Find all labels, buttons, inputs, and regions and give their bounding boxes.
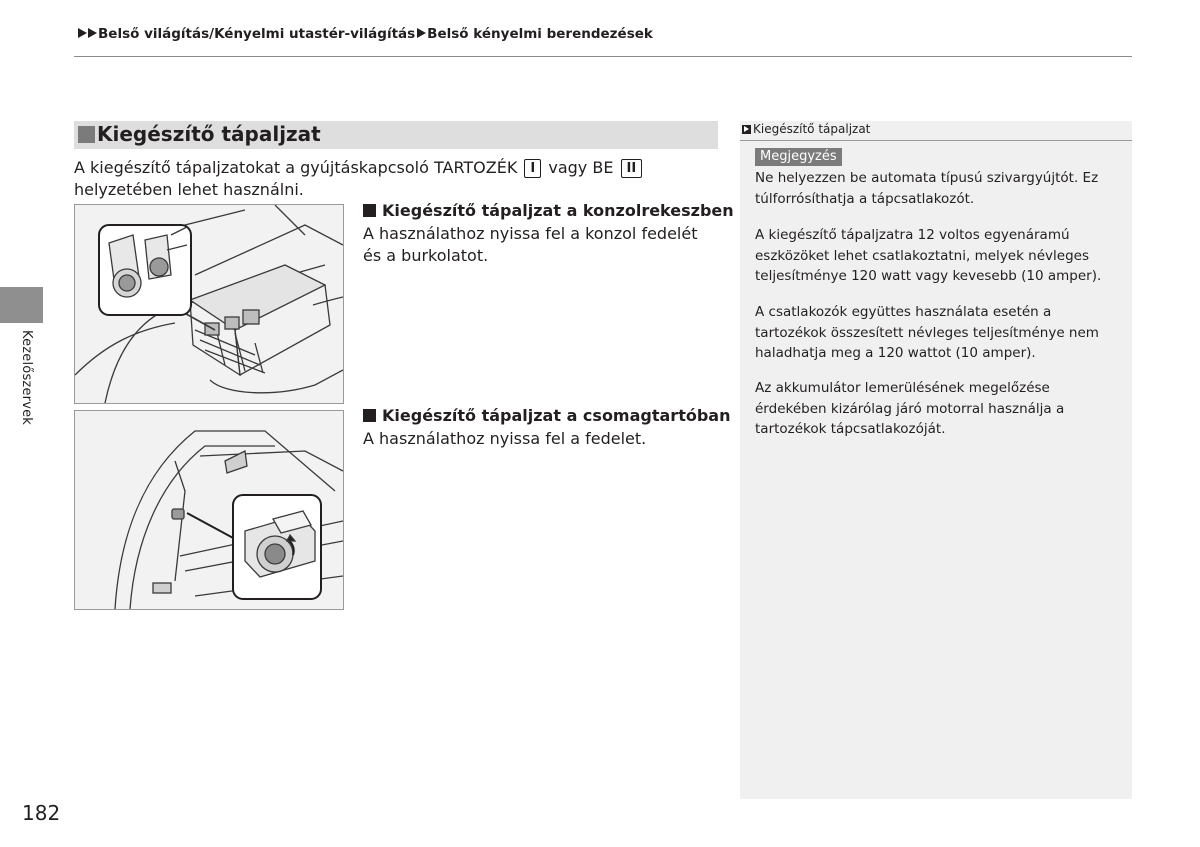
notes-panel	[740, 121, 1132, 799]
subsection-heading-cargo	[363, 406, 730, 425]
breadcrumb-arrow-icon	[88, 28, 97, 38]
page-number: 182	[22, 801, 61, 825]
section-title: Kiegészítő tápaljzat	[97, 122, 321, 146]
subsection-square-icon	[363, 409, 376, 422]
side-tab-label: Kezelőszervek	[19, 330, 34, 426]
intro-paragraph	[74, 157, 722, 201]
breadcrumb-arrow-icon	[417, 28, 426, 38]
intro-text-2: vagy BE	[548, 158, 614, 177]
breadcrumb-arrow-icon	[78, 28, 87, 38]
notes-panel-title[interactable]	[742, 122, 870, 136]
ignition-key-accessory-icon: I	[524, 159, 541, 178]
note-paragraph-1: Ne helyezzen be automata típusú szivargyújtót. Ez túlforrósíthatja a tápcsatlakozót.	[755, 170, 1099, 207]
breadcrumb-item-interior-lighting[interactable]: Belső világítás/Kényelmi utastér-világítás	[98, 26, 416, 42]
breadcrumb-item-interior-features[interactable]: Belső kényelmi berendezések	[427, 26, 653, 42]
subsection-heading-console	[363, 201, 734, 220]
reference-arrow-icon	[742, 125, 751, 134]
cargo-socket-illustration	[74, 410, 344, 610]
ignition-key-on-icon: II	[621, 159, 643, 178]
console-socket-illustration	[74, 204, 344, 404]
note-paragraph-4: Az akkumulátor lemerülésének megelőzése érdekében kizárólag járó motorral használja a tartozékok tápcsatlakozóját.	[755, 380, 1065, 437]
side-tab-marker	[0, 287, 43, 323]
note-paragraph-2: A kiegészítő tápaljzatra 12 voltos egyenáramú eszközöket lehet csatlakoztatni, melyek névleges teljesítménye 120 watt vagy kevesebb (10 amper).	[755, 227, 1102, 284]
breadcrumb	[78, 26, 653, 42]
header-divider	[74, 56, 1132, 57]
subsection-text-console: A használathoz nyissa fel a konzol fedelét és a burkolatot.	[363, 224, 698, 265]
subsection-square-icon	[363, 204, 376, 217]
note-paragraph-3: A csatlakozók együttes használata esetén a tartozékok összesített névleges teljesítménye nem haladhatja meg a 120 wattot (10 amper).	[755, 304, 1099, 361]
subsection-text-cargo: A használathoz nyissa fel a fedelet.	[363, 429, 647, 448]
subsection-heading-text: Kiegészítő tápaljzat a csomagtartóban	[382, 406, 731, 425]
intro-text-1: A kiegészítő tápaljzatokat a gyújtáskapcsoló TARTOZÉK	[74, 158, 518, 177]
section-square-icon	[78, 126, 95, 143]
notes-panel-title-text: Kiegészítő tápaljzat	[753, 122, 871, 136]
subsection-heading-text: Kiegészítő tápaljzat a konzolrekeszben	[382, 201, 734, 220]
note-badge: Megjegyzés	[755, 148, 842, 166]
intro-text-3: helyzetében lehet használni.	[74, 180, 304, 199]
